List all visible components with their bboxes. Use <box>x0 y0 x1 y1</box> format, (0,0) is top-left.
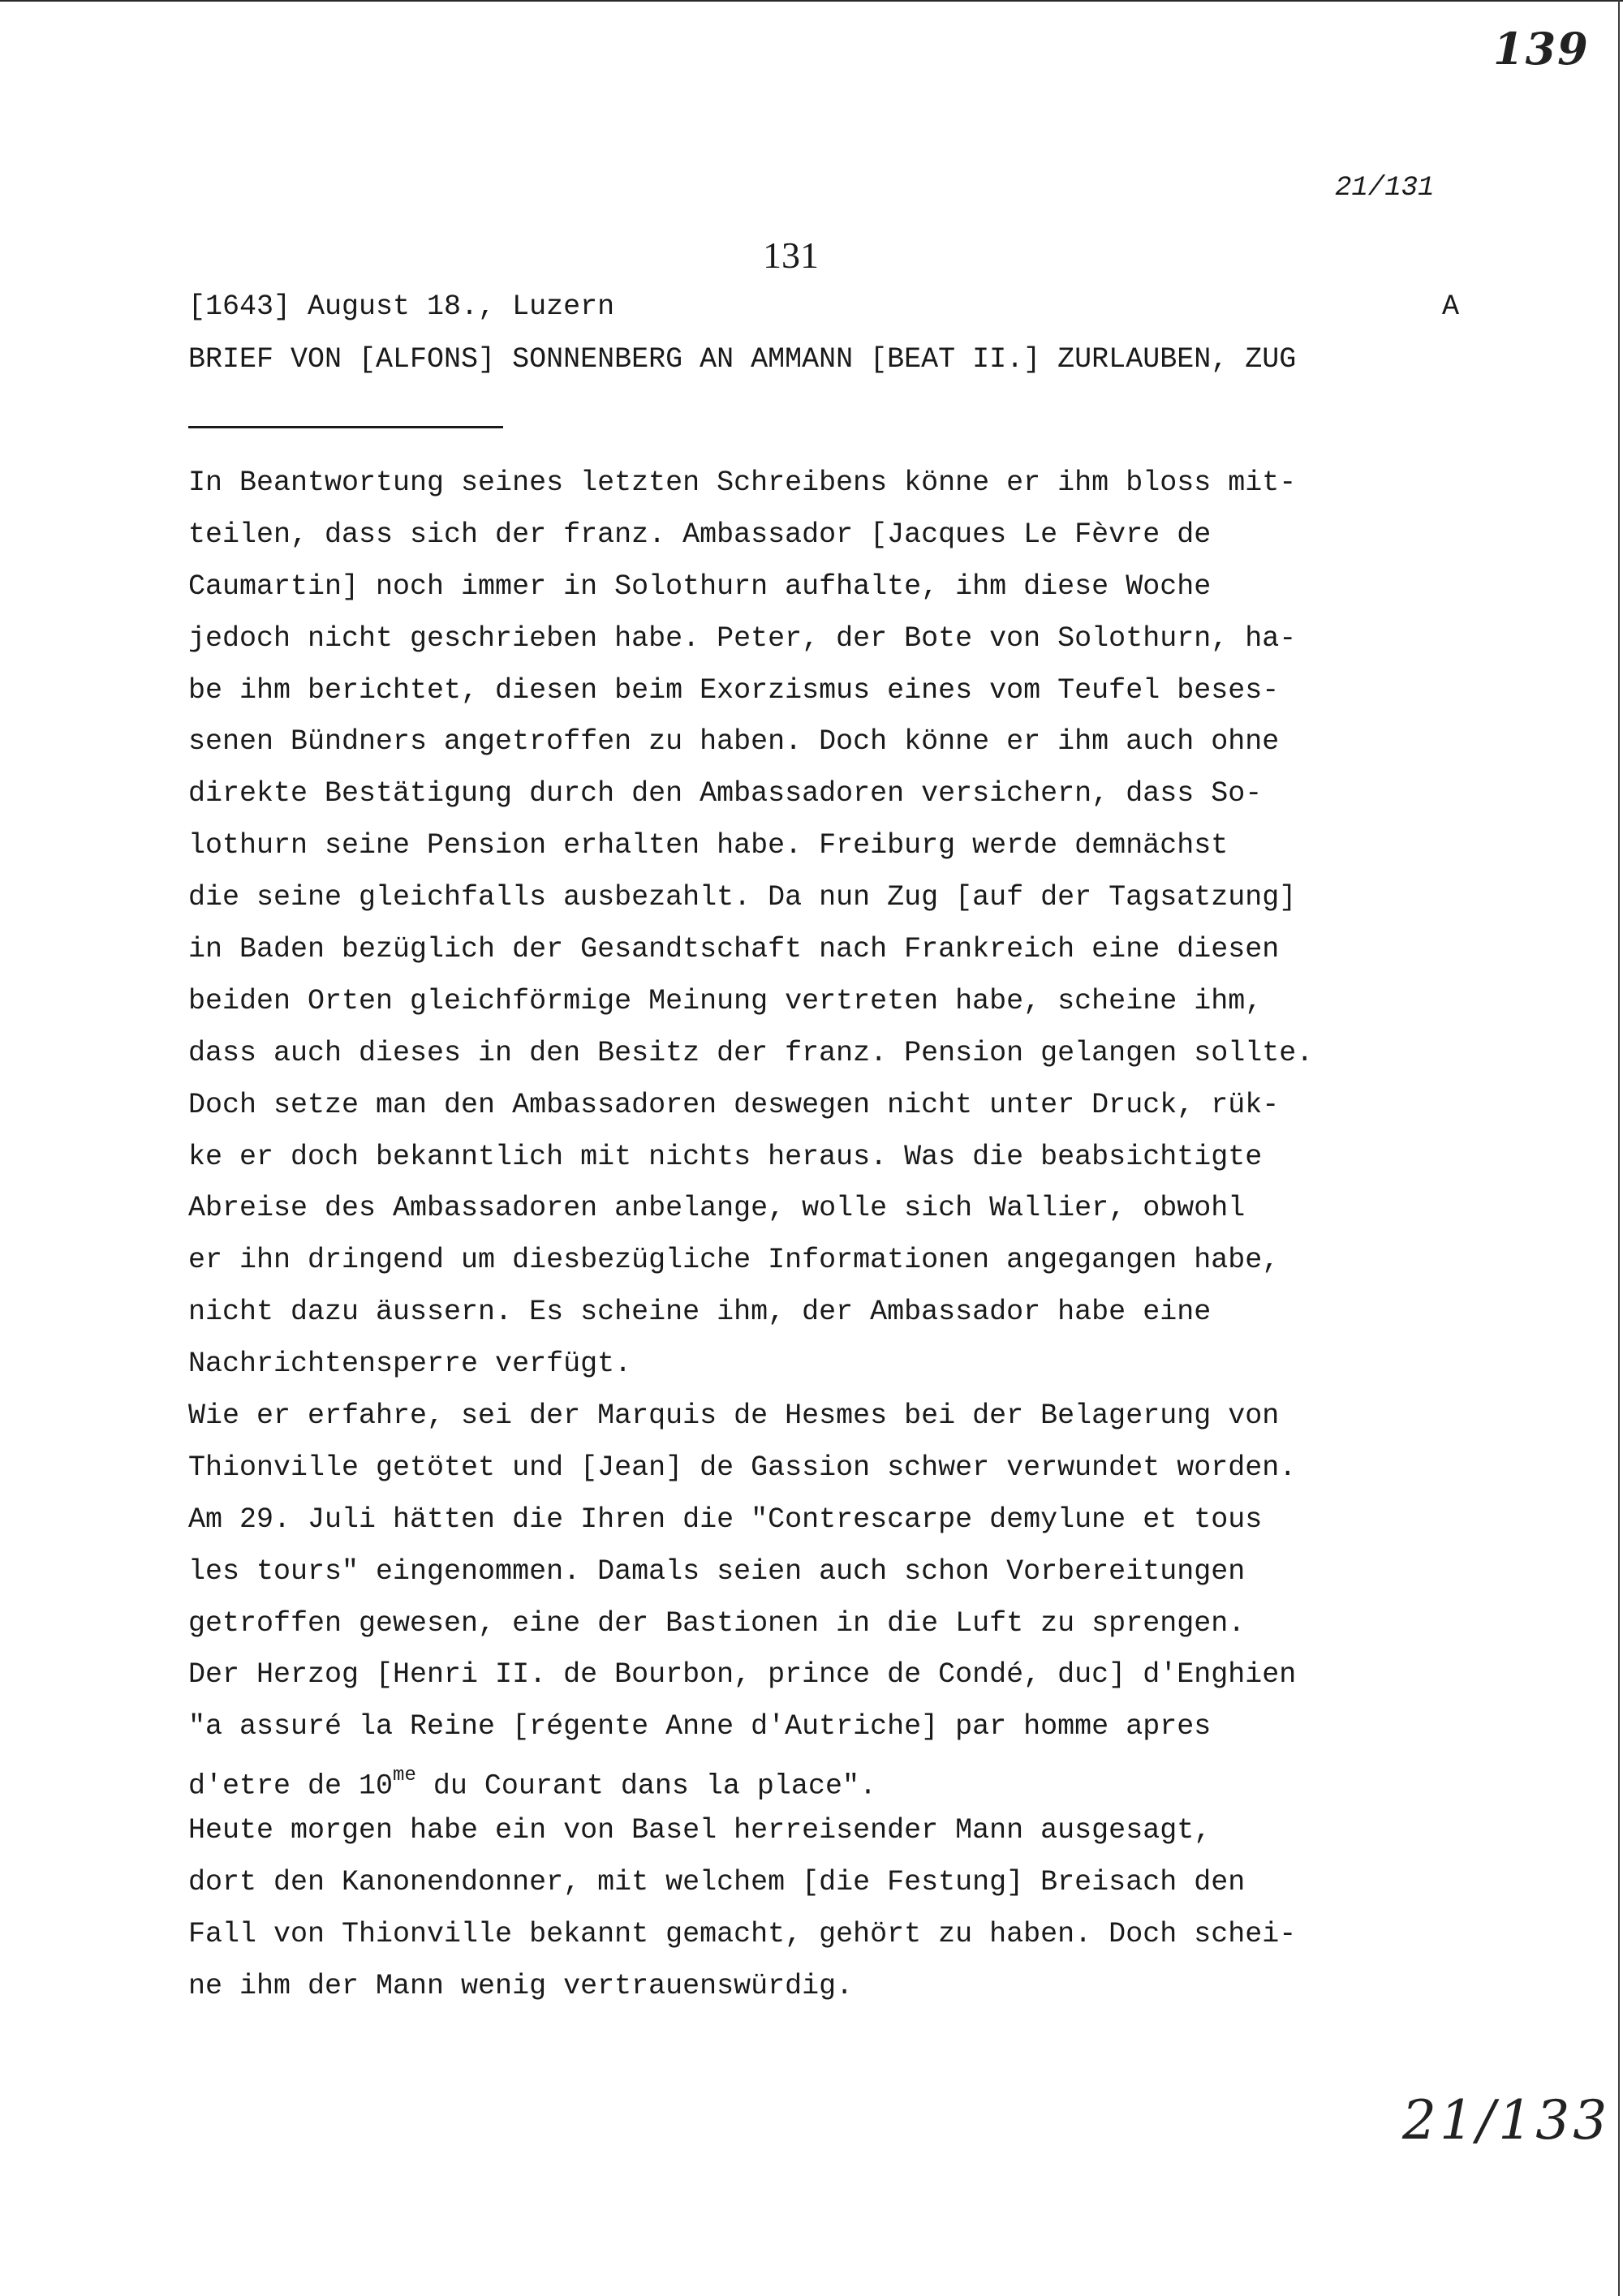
body-line: "a assuré la Reine [régente Anne d'Autriche] par homme apres <box>188 1710 1212 1743</box>
body-line: er ihn dringend um diesbezügliche Informationen angegangen habe, <box>188 1244 1280 1277</box>
letter-summary <box>188 458 1470 2013</box>
body-line: be ihm berichtet, diesen beim Exorzismus eines vom Teufel beses- <box>188 673 1280 707</box>
body-line: die seine gleichfalls ausbezahlt. Da nun Zug [auf der Tagsatzung] <box>188 881 1297 914</box>
date-place-line: [1643] August 18., Luzern <box>188 290 615 323</box>
body-line: Heute morgen habe ein von Basel herreisender Mann ausgesagt, <box>188 1814 1212 1847</box>
body-line: senen Bündners angetroffen zu haben. Doch könne er ihm auch ohne <box>188 725 1280 759</box>
body-line: beiden Orten gleichförmige Meinung vertreten habe, scheine ihm, <box>188 984 1263 1017</box>
letter-title: BRIEF VON [ALFONS] SONNENBERG AN AMMANN [BEAT II.] ZURLAUBEN, ZUG <box>188 343 1297 376</box>
handwritten-folio-number: 139 <box>1493 23 1590 75</box>
archive-reference: 21/131 <box>1335 173 1435 204</box>
separator-rule <box>188 426 503 428</box>
body-line: lothurn seine Pension erhalten habe. Freiburg werde demnächst <box>188 829 1229 862</box>
body-line: In Beantwortung seines letzten Schreibens könne er ihm bloss mit- <box>188 467 1297 499</box>
superscript-after: du Courant dans la place". <box>415 1769 876 1803</box>
body-line: dort den Kanonendonner, mit welchem [die Festung] Breisach den <box>188 1866 1246 1899</box>
body-line: Nachrichtensperre verfügt. <box>188 1348 632 1381</box>
body-line: Doch setze man den Ambassadoren deswegen nicht unter Druck, rük- <box>188 1088 1280 1121</box>
body-line: dass auch dieses in den Besitz der franz. Pension gelangen sollte. <box>188 1036 1314 1069</box>
body-line: jedoch nicht geschrieben habe. Peter, der Bote von Solothurn, ha- <box>188 621 1297 655</box>
body-line: ne ihm der Mann wenig vertrauenswürdig. <box>188 1969 854 2002</box>
body-line-superscript <box>188 1753 1470 1805</box>
handwritten-archive-number: 21/133 <box>1402 2089 1611 2152</box>
body-line: getroffen gewesen, eine der Bastionen in die Luft zu sprengen. <box>188 1606 1246 1640</box>
body-line: les tours" eingenommen. Damals seien auch schon Vorbereitungen <box>188 1554 1246 1588</box>
body-line: Der Herzog [Henri II. de Bourbon, prince de Condé, duc] d'Enghien <box>188 1658 1297 1692</box>
body-line: Am 29. Juli hätten die Ihren die "Contrescarpe demylune et tous <box>188 1503 1263 1536</box>
body-line: ke er doch bekanntlich mit nichts heraus. Was die beabsichtigte <box>188 1140 1263 1173</box>
body-line: Wie er erfahre, sei der Marquis de Hesmes bei der Belagerung von <box>188 1400 1280 1433</box>
page-border-right <box>1618 0 1620 2296</box>
body-line: Fall von Thionville bekannt gemacht, gehört zu haben. Doch schei- <box>188 1917 1297 1950</box>
body-line: in Baden bezüglich der Gesandtschaft nach Frankreich eine diesen <box>188 933 1280 966</box>
body-line: nicht dazu äussern. Es scheine ihm, der Ambassador habe eine <box>188 1296 1212 1329</box>
body-line: teilen, dass sich der franz. Ambassador [Jacques Le Fèvre de <box>188 518 1212 551</box>
page-border-top <box>0 0 1623 2</box>
superscript-ordinal: me <box>393 1765 416 1787</box>
body-line: Thionville getötet und [Jean] de Gassion schwer verwundet worden. <box>188 1451 1297 1484</box>
document-number: 131 <box>763 234 819 276</box>
body-line: Abreise des Ambassadoren anbelange, wolle sich Wallier, obwohl <box>188 1192 1246 1225</box>
body-line: direkte Bestätigung durch den Ambassadoren versichern, dass So- <box>188 777 1263 810</box>
document-type-label: A <box>1442 290 1460 323</box>
superscript-before: d'etre de 10 <box>188 1769 394 1803</box>
body-line: Caumartin] noch immer in Solothurn aufhalte, ihm diese Woche <box>188 570 1212 603</box>
